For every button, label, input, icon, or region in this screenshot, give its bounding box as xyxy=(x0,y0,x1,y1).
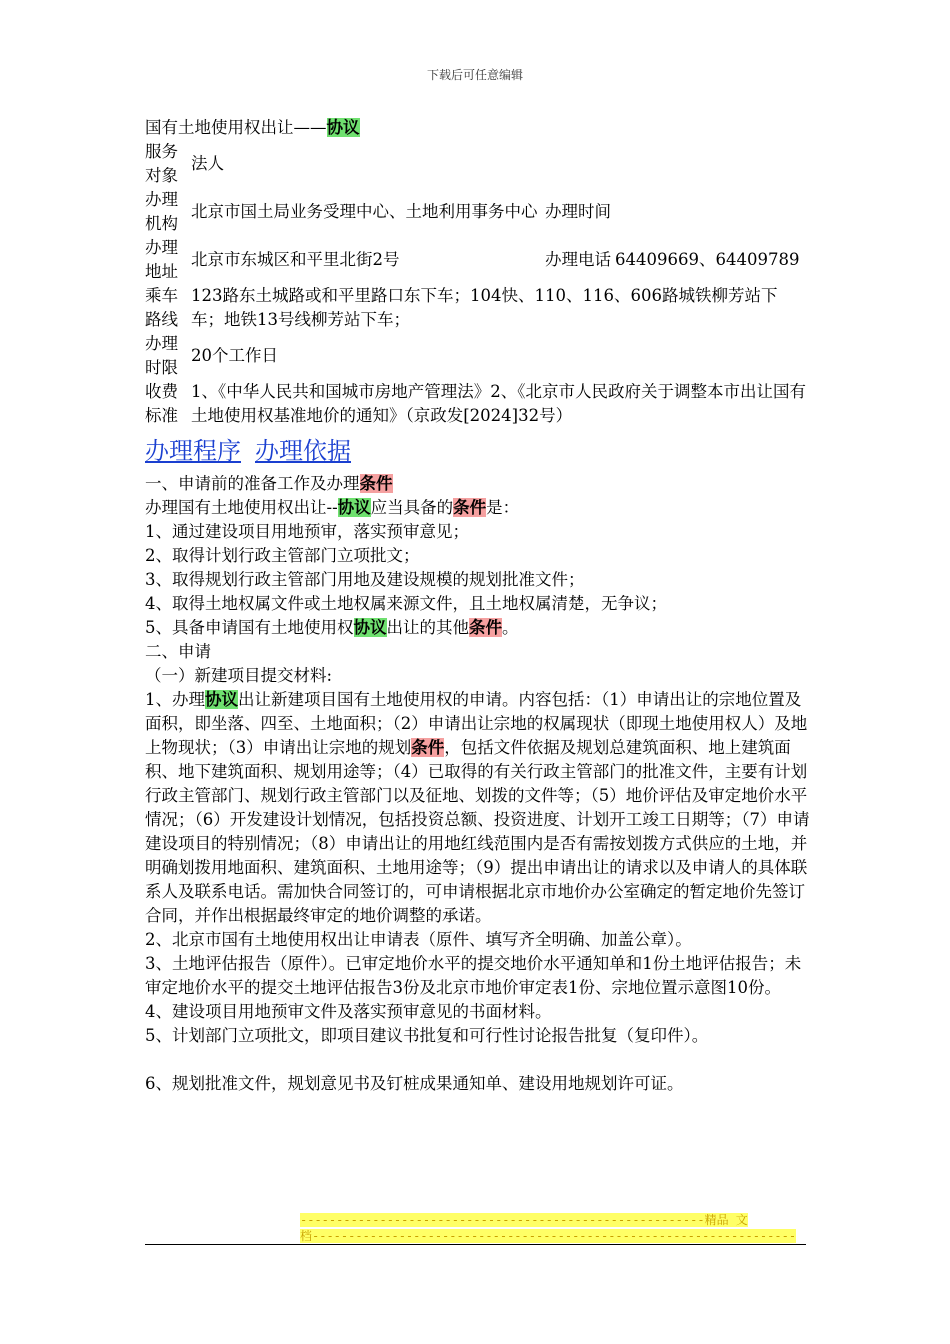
section-1-intro: 办理国有土地使用权出让--协议应当具备的条件是： xyxy=(145,498,520,517)
document-title xyxy=(145,116,810,140)
info-row-route xyxy=(145,284,810,332)
title-highlight: 协议 xyxy=(326,118,360,137)
condition-item: 5、具备申请国有土地使用权协议出让的其他条件。 xyxy=(145,618,519,637)
procedure-link[interactable]: 办理程序 xyxy=(145,437,241,465)
agency-label: 办理机构 xyxy=(145,190,178,233)
info-row-service xyxy=(145,140,810,188)
fee-label: 收费标准 xyxy=(145,382,178,425)
material-item: 2、北京市国有土地使用权出让申请表（原件、填写齐全明确、加盖公章）。 xyxy=(145,930,692,949)
service-value: 法人 xyxy=(191,154,224,173)
blank-line xyxy=(145,1048,810,1072)
section-1-heading: 一、申请前的准备工作及办理条件 xyxy=(145,474,393,493)
time-label: 办理时间 xyxy=(545,202,611,221)
basis-link[interactable]: 办理依据 xyxy=(255,437,351,465)
page-header: 下载后可任意编辑 xyxy=(426,68,523,82)
condition-item: 1、通过建设项目用地预审，落实预审意见； xyxy=(145,522,469,541)
condition-item: 4、取得土地权属文件或土地权属来源文件，且土地权属清楚，无争议； xyxy=(145,594,667,613)
phone-label: 办理电话 xyxy=(545,250,611,269)
material-item: 5、计划部门立项批文，即项目建议书批复和可行性讨论报告批复（复印件）。 xyxy=(145,1026,709,1045)
material-item: 4、建设项目用地预审文件及落实预审意见的书面材料。 xyxy=(145,1002,552,1021)
info-row-address xyxy=(145,236,810,284)
keyword-agreement: 协议 xyxy=(353,618,387,637)
fee-value: 1、《中华人民共和国城市房地产管理法》2、《北京市人民政府关于调整本市出让国有土地使用权基准地价的通知》（京政发[2024]32号） xyxy=(191,382,806,425)
time-value xyxy=(615,188,810,236)
address-value: 北京市东城区和平里北街2号 xyxy=(191,250,400,269)
service-label: 服务对象 xyxy=(145,142,178,185)
info-row-limit xyxy=(145,332,810,380)
info-row-fee xyxy=(145,380,810,428)
info-table xyxy=(145,140,810,428)
keyword-condition: 条件 xyxy=(469,618,502,637)
keyword-condition: 条件 xyxy=(411,738,445,757)
title-prefix: 国有土地使用权出让—— xyxy=(145,118,327,137)
keyword-agreement: 协议 xyxy=(205,690,238,709)
limit-value: 20个工作日 xyxy=(191,346,278,365)
section-2-subheading: （一）新建项目提交材料: xyxy=(145,666,333,685)
limit-label: 办理时限 xyxy=(145,334,178,377)
footer-line-2: 档------------------------------------------------------------------- xyxy=(300,1229,797,1243)
route-value: 123路东土城路或和平里路口东下车；104快、110、116、606路城铁柳芳站下车；地铁13号线柳芳站下车； xyxy=(191,286,778,329)
keyword-condition: 条件 xyxy=(453,498,487,517)
condition-item: 2、取得计划行政主管部门立项批文； xyxy=(145,546,420,565)
section-links xyxy=(145,434,810,468)
phone-value: 64409669、64409789 xyxy=(615,250,800,269)
document-content xyxy=(145,116,810,1096)
material-item: 3、土地评估报告（原件）。已审定地价水平的提交地价水平通知单和1份土地评估报告；未审定地价水平的提交土地评估报告3份及北京市地价审定表1份、宗地位置示意图10份。 xyxy=(145,954,802,997)
condition-item: 3、取得规划行政主管部门用地及建设规模的规划批准文件； xyxy=(145,570,585,589)
agency-value: 北京市国土局业务受理中心、土地利用事务中心 xyxy=(191,202,538,221)
footer-divider xyxy=(145,1244,806,1245)
section-2-heading: 二、申请 xyxy=(145,642,211,661)
material-item: 6、规划批准文件，规划意见书及钉桩成果通知单、建设用地规划许可证。 xyxy=(145,1074,684,1093)
route-label: 乘车路线 xyxy=(145,286,178,329)
keyword-agreement: 协议 xyxy=(337,498,371,517)
keyword-condition: 条件 xyxy=(359,474,393,493)
footer-watermark xyxy=(300,1212,797,1244)
material-item: 1、办理协议出让新建项目国有土地使用权的申请。内容包括：（1）申请出让的宗地位置及面积，即坐落、四至、土地面积；（2）申请出让宗地的权属现状（即现土地使用权人）及地上物现状；（3）申请出让宗地的规划条件，包括文件依据及规划总建筑面积、地上建筑面积、地下建筑面积、规划用途等；（4）已取得的有关行政主管部门的批准文件，主要有计划行政主管部门、规划行政主管部门以及征地、划拨的文件等；（5）地价评估及审定地价水平情况；（6）开发建设计划情况，包括投资总额、投资进度、计划开工竣工日期等；（7）申请建设项目的特别情况；（8）申请出让的用地红线范围内是否有需按划拨方式供应的土地，并明确划拨用地面积、建筑面积、土地用途等；（9）提出申请出让的请求以及申请人的具体联系人及联系电话。需加快合同签订的，可申请根据北京市地价办公室确定的暂定地价先签订合同，并作出根据最终审定的地价调整的承诺。 xyxy=(145,690,810,925)
footer-line-1: --------------------------------------------------------精品 文 xyxy=(300,1213,748,1227)
address-label: 办理地址 xyxy=(145,238,178,281)
info-row-agency xyxy=(145,188,810,236)
